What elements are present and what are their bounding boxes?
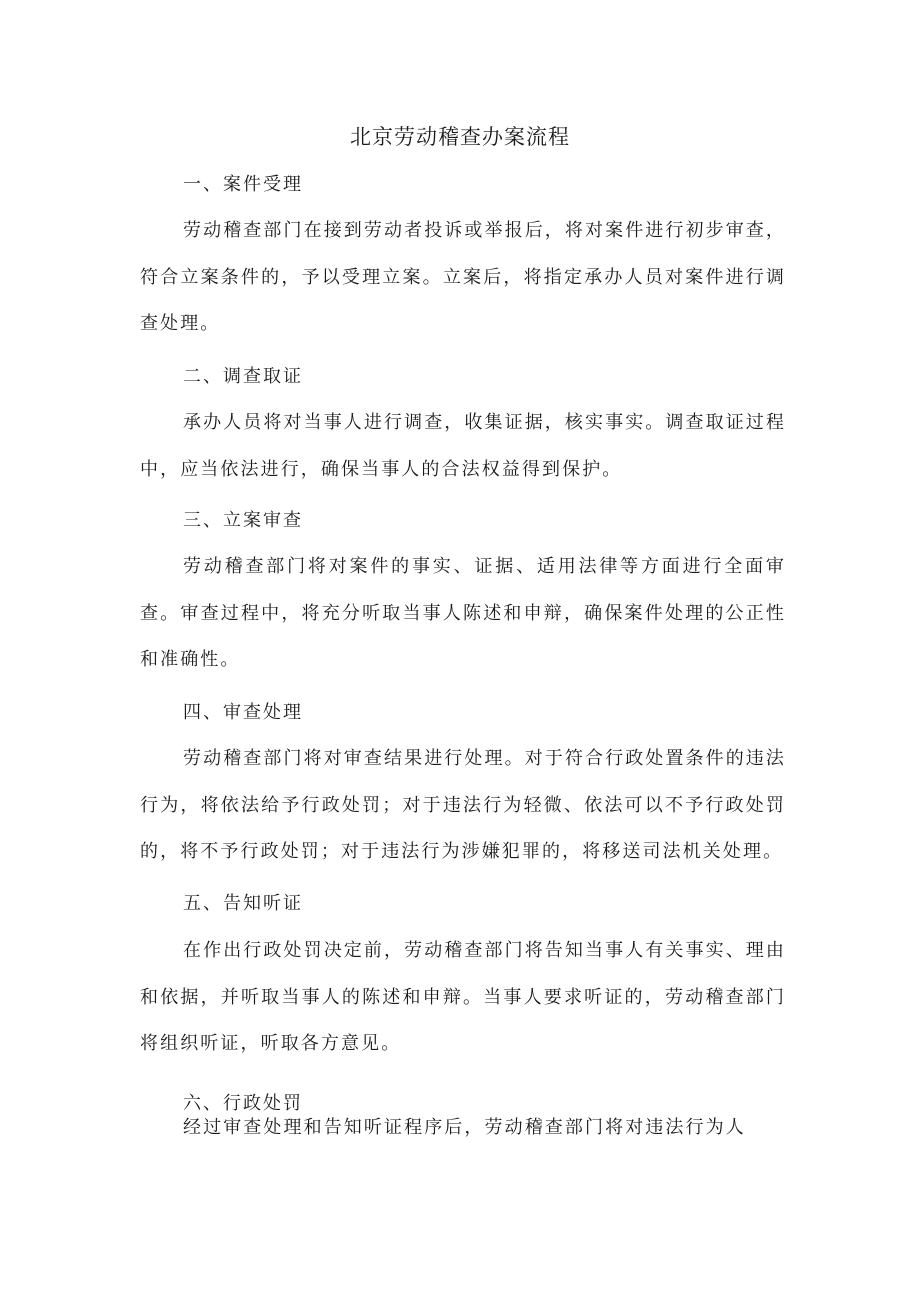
- section-body-filing-review: 劳动稽查部门将对案件的事实、证据、适用法律等方面进行全面审查。审查过程中，将充分听取当事人陈述和申辩，确保案件处理的公正性和准确性。: [140, 556, 786, 670]
- section-body-administrative-penalty: 经过审查处理和告知听证程序后，劳动稽查部门将对违法行为人: [183, 1117, 746, 1138]
- section-heading-notice-hearing: 五、告知听证: [183, 893, 303, 914]
- section-heading-administrative-penalty: 六、行政处罚: [183, 1093, 303, 1114]
- section-heading-review-handling: 四、审查处理: [183, 702, 303, 723]
- section-heading-filing-review: 三、立案审查: [183, 510, 303, 531]
- section-heading-case-acceptance: 一、案件受理: [183, 174, 303, 195]
- section-body-review-handling: 劳动稽查部门将对审查结果进行处理。对于符合行政处置条件的违法行为，将依法给予行政处罚；对于违法行为轻微、依法可以不予行政处罚的，将不予行政处罚；对于违法行为涉嫌犯罪的，将移送司法机关处理。: [140, 748, 786, 862]
- section-heading-investigation: 二、调查取证: [183, 366, 303, 387]
- section-body-notice-hearing: 在作出行政处罚决定前，劳动稽查部门将告知当事人有关事实、理由和依据，并听取当事人的陈述和申辩。当事人要求听证的，劳动稽查部门将组织听证，听取各方意见。: [140, 940, 786, 1054]
- section-body-case-acceptance: 劳动稽查部门在接到劳动者投诉或举报后，将对案件进行初步审查，符合立案条件的，予以受理立案。立案后，将指定承办人员对案件进行调查处理。: [140, 220, 786, 334]
- section-body-investigation: 承办人员将对当事人进行调查，收集证据，核实事实。调查取证过程中，应当依法进行，确保当事人的合法权益得到保护。: [140, 412, 786, 480]
- document-title: 北京劳动稽查办案流程: [350, 125, 570, 149]
